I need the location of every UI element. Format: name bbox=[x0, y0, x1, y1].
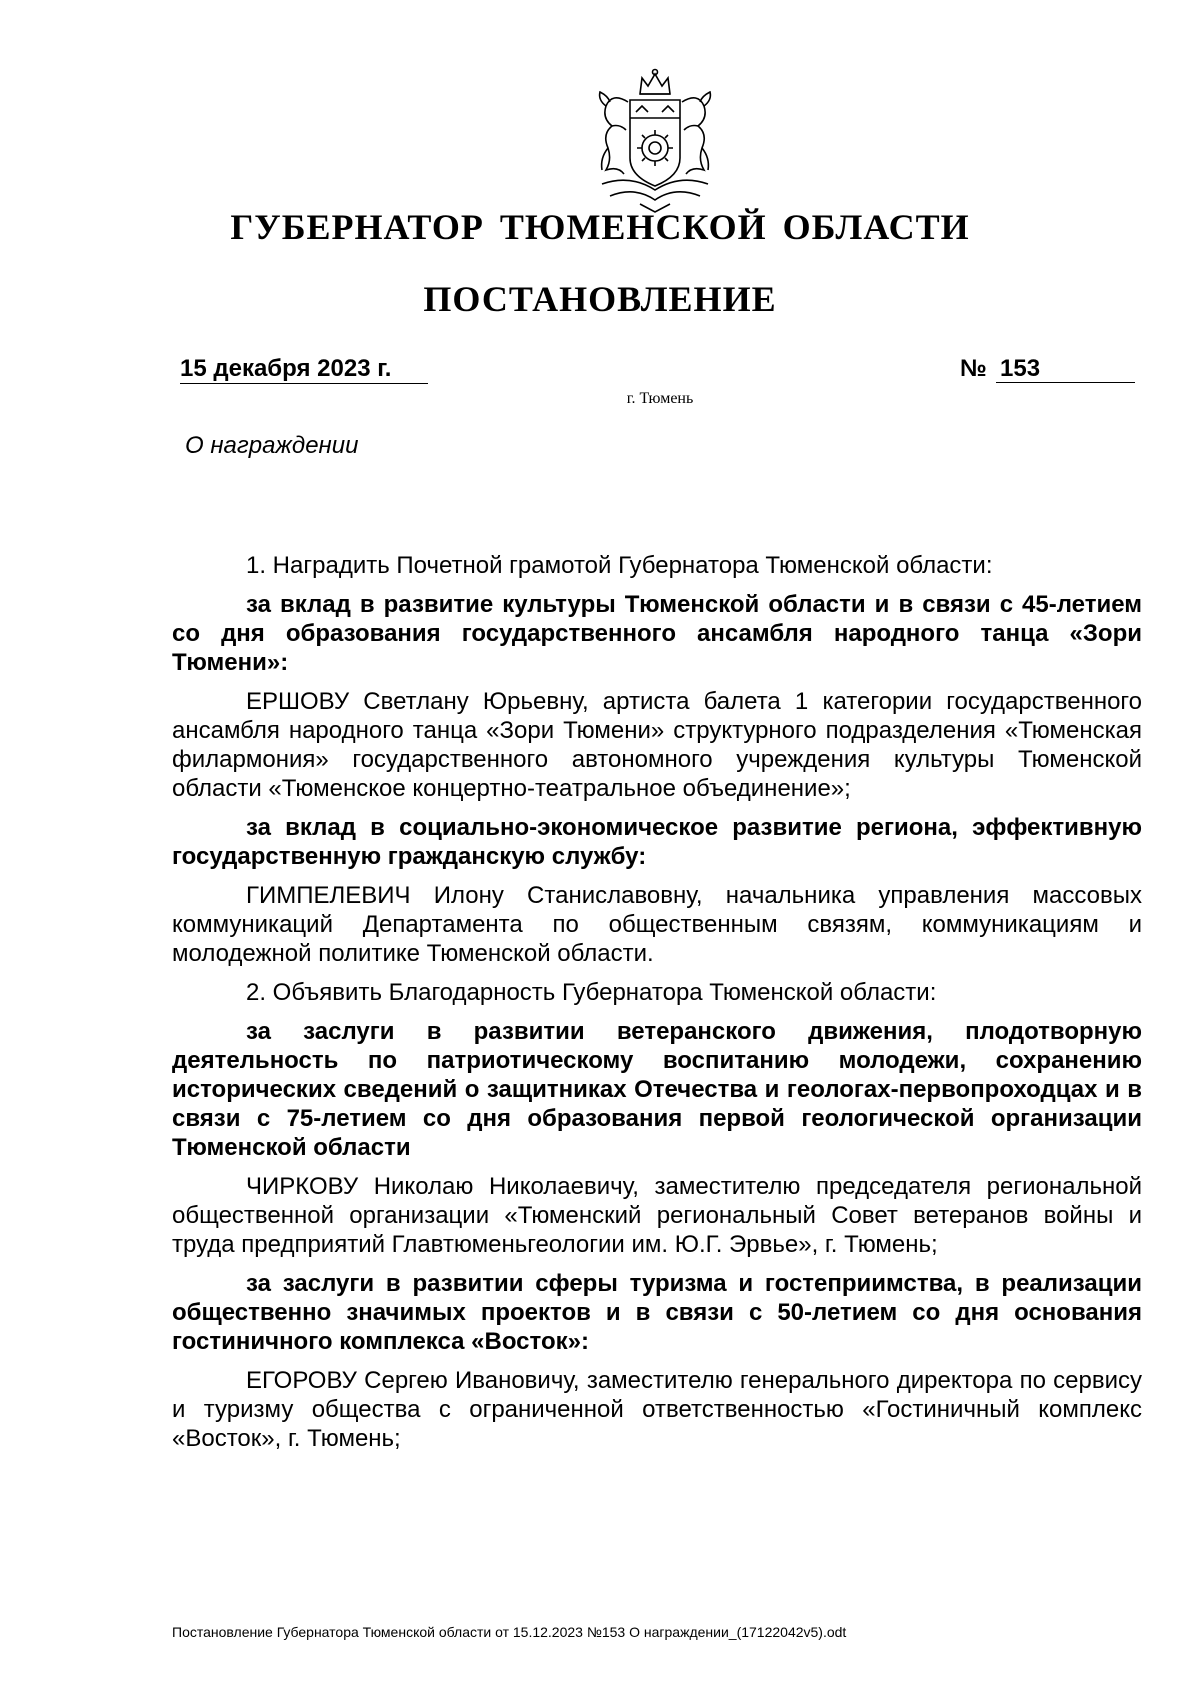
document-body bbox=[172, 551, 1142, 1453]
tyumen-region-coat-of-arms-icon bbox=[580, 66, 730, 216]
paragraph: ЧИРКОВУ Николаю Николаевичу, заместителю председателя региональной общественной организации «Тюменский региональный Совет ветеранов войны и труда предприятий Главтюменьгеологии им. Ю.Г. Эрвье», г. Тюмень; bbox=[172, 1173, 1142, 1258]
document-type-title: ПОСТАНОВЛЕНИЕ bbox=[423, 279, 777, 319]
paragraph-bold: за вклад в развитие культуры Тюменской области и в связи с 45-летием со дня образования государственного ансамбля народного танца «Зори Тюмени»: bbox=[172, 591, 1142, 676]
issuing-authority-title: ГУБЕРНАТОР ТЮМЕНСКОЙ ОБЛАСТИ bbox=[230, 207, 970, 247]
document-number-field bbox=[960, 355, 1135, 383]
document-number: 153 bbox=[996, 355, 1135, 383]
number-sign: № bbox=[960, 355, 987, 382]
paragraph: 2. Объявить Благодарность Губернатора Тюменской области: bbox=[246, 979, 937, 1006]
document-subject: О награждении bbox=[185, 432, 359, 459]
document-city: г. Тюмень bbox=[626, 390, 694, 407]
document-date: 15 декабря 2023 г. bbox=[180, 355, 428, 384]
page-footer: Постановление Губернатора Тюменской области от 15.12.2023 №153 О награждении_(17122042v5).odt bbox=[172, 1624, 847, 1640]
paragraph-bold: за заслуги в развитии ветеранского движения, плодотворную деятельность по патриотическому воспитанию молодежи, сохранению исторических сведений о защитниках Отечества и геологах-первопроходцах и в связи с 75-летием со дня образования первой геологической организации Тюменской области bbox=[172, 1018, 1142, 1161]
paragraph: ЕГОРОВУ Сергею Ивановичу, заместителю генерального директора по сервису и туризму общества с ограниченной ответственностью «Гостиничный комплекс «Восток», г. Тюмень; bbox=[172, 1367, 1142, 1452]
paragraph-bold: за заслуги в развитии сферы туризма и гостеприимства, в реализации общественно значимых проектов и в связи с 50-летием со дня основания гостиничного комплекса «Восток»: bbox=[172, 1270, 1142, 1355]
paragraph: 1. Наградить Почетной грамотой Губернатора Тюменской области: bbox=[246, 552, 993, 579]
paragraph-bold: за вклад в социально-экономическое развитие региона, эффективную государственную гражданскую службу: bbox=[172, 814, 1142, 870]
paragraph: ГИМПЕЛЕВИЧ Илону Станиславовну, начальника управления массовых коммуникаций Департамента по общественным связям, коммуникациям и молодежной политике Тюменской области. bbox=[172, 882, 1142, 967]
paragraph: ЕРШОВУ Светлану Юрьевну, артиста балета 1 категории государственного ансамбля народного танца «Зори Тюмени» структурного подразделения «Тюменская филармония» государственного автономного учреждения культуры Тюменской области «Тюменское концертно-театральное объединение»; bbox=[172, 688, 1142, 802]
